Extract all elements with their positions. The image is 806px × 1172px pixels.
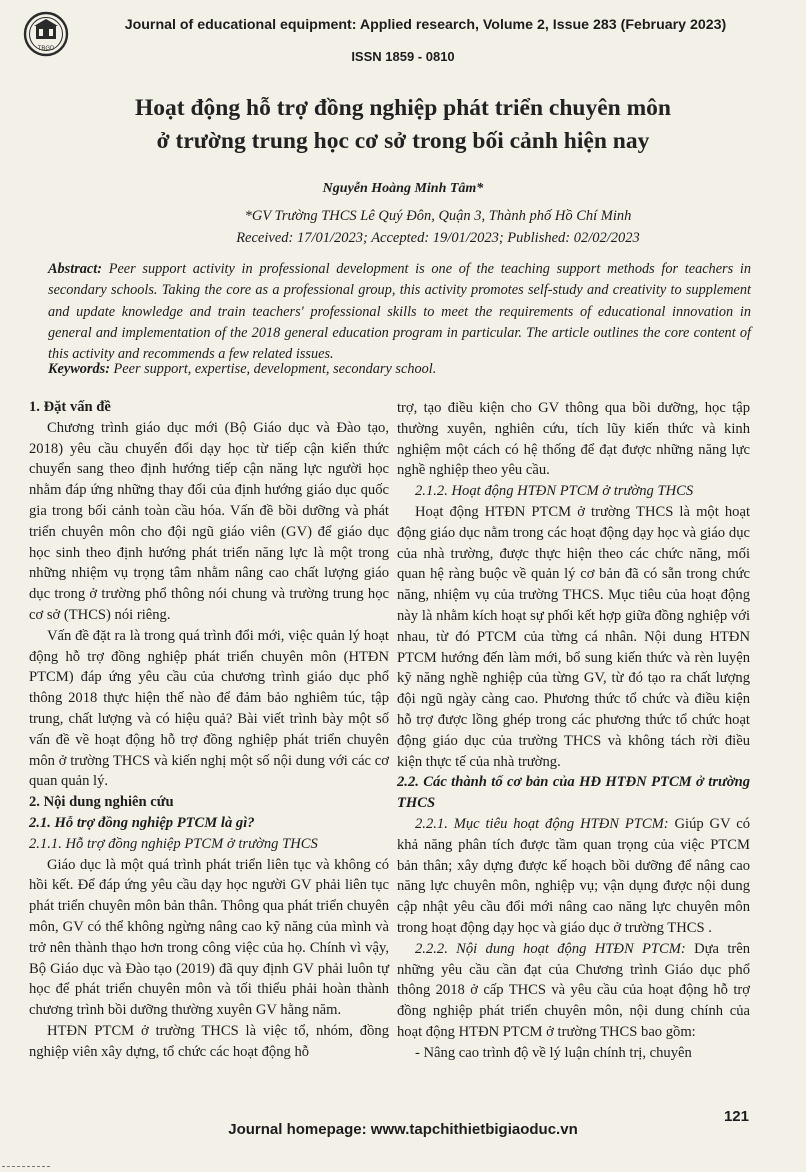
- right-column: [397, 398, 750, 1064]
- journal-homepage: Journal homepage: www.tapchithietbigiaoduc.vn: [228, 1121, 578, 1138]
- paragraph: [397, 814, 750, 939]
- subsection-heading-2-1: 2.1. Hỗ trợ đồng nghiệp PTCM là gì?: [29, 814, 255, 831]
- section-heading-2: 2. Nội dung nghiên cứu: [29, 794, 174, 811]
- dates: Received: 17/01/2023; Accepted: 19/01/2023; Published: 02/02/2023: [236, 230, 640, 246]
- paragraph-text: Giúp GV có khả năng phân tích được tầm quan trọng của việc PTCM bản thân; xây dựng được kế hoạch bồi dưỡng để nâng cao năng lực chuyên môn, nghiệp vụ; vận dụng được nội dung cập nhật yêu cầu đổi mới nâng cao năng lực chuyên môn trong hoạt động dạy học và giáo dục ở trường THCS .: [397, 815, 750, 936]
- article-meta: [130, 205, 746, 249]
- title-line-2: ở trường trung học cơ sở trong bối cảnh hiện nay: [156, 128, 650, 154]
- issn: ISSN 1859 - 0810: [351, 49, 455, 64]
- title-line-1: Hoạt động hỗ trợ đồng nghiệp phát triển chuyên môn: [135, 95, 671, 121]
- paragraph: Giáo dục là một quá trình phát triển liên tục và không có hồi kết. Để đáp ứng yêu cầu dạy học người GV phải liên tục phát triển chuyên môn bản thân. Thông qua phát triển chuyên môn, GV có thể không ngừng nâng cao kỹ năng của mình và trở nên thành thạo hơn trong công việc của họ. Chính vì vậy, Bộ Giáo dục và Đào tạo (2019) đã quy định GV phải luôn tự học để phát triển chuyên môn và tối thiểu phải hoàn thành chương trình bồi dưỡng thường xuyên GV hằng năm.: [29, 856, 389, 1019]
- abstract: [48, 259, 751, 365]
- section-heading-1: 1. Đặt vấn đề: [29, 399, 111, 415]
- paragraph: Vấn đề đặt ra là trong quá trình đổi mới, việc quản lý hoạt động hỗ trợ đồng nghiệp phát triển chuyên môn (HTĐN PTCM) đáp ứng yêu cầu của chương trình giáo dục phổ thông 2018 thực hiện thế nào để đảm bảo nghiêm túc, tập trung, chất lượng và có hiệu quả? Bài viết trình bày một số vấn đề về hoạt động hỗ trợ đồng nghiệp phát triển chuyên môn ở trường THCS và kiến nghị một số nội dung với các cơ quan quản lý.: [29, 627, 389, 790]
- inline-heading-2-2-2: 2.2.2. Nội dung hoạt động HTĐN PTCM:: [415, 940, 686, 957]
- paragraph: [397, 939, 750, 1043]
- svg-text:TBGD: TBGD: [37, 46, 55, 52]
- keywords-label: Keywords:: [48, 361, 110, 377]
- keywords: [48, 361, 751, 378]
- inline-heading-2-2-1: 2.2.1. Mục tiêu hoạt động HTĐN PTCM:: [415, 815, 669, 832]
- crop-mark: [2, 1166, 50, 1167]
- subsection-heading-2-2: 2.2. Các thành tố cơ bản của HĐ HTĐN PTCM ở trường THCS: [397, 774, 750, 812]
- page-number: 121: [723, 1108, 749, 1125]
- paragraph: - Nâng cao trình độ về lý luận chính trị, chuyên: [415, 1044, 692, 1061]
- subsection-heading-2-1-2: 2.1.2. Hoạt động HTĐN PTCM ở trường THCS: [415, 483, 694, 500]
- left-column: [29, 397, 389, 1063]
- article-title: [40, 92, 766, 158]
- abstract-text: Peer support activity in professional development is one of the teaching support methods for teachers in secondary schools. Taking the core as a professional group, this activity promotes self-study and creativity to supplement and update knowledge and train teachers' professional skills to meet the requirements of educational innovation in general and implementation of the 2018 general education program in particular. The article outlines the core content of this activity and recommends a few related issues.: [48, 261, 751, 363]
- paragraph: HTĐN PTCM ở trường THCS là việc tổ, nhóm, đồng nghiệp viên xây dựng, tổ chức các hoạt động hỗ: [29, 1022, 389, 1060]
- abstract-label: Abstract:: [48, 261, 103, 277]
- keywords-text: Peer support, expertise, development, secondary school.: [113, 361, 437, 377]
- paragraph-text: Dựa trên những yêu cầu cần đạt của Chương trình Giáo dục phổ thông 2018 ở cấp THCS và yêu cầu của hoạt động hỗ trợ đồng nghiệp phát triển chuyên môn, nội dung chính của hoạt động HTĐN PTCM ở trường THCS bao gồm:: [397, 940, 751, 1040]
- paragraph: Hoạt động HTĐN PTCM ở trường THCS là một hoạt động giáo dục nằm trong các hoạt động dạy học và giáo dục của nhà trường, được thực hiện theo các chức năng, mối quan hệ ràng buộc về quản lý cơ bản đã có sẵn trong chức năng, nhiệm vụ của trường THCS. Mục tiêu của hoạt động này là nhằm kích hoạt sự phối kết hợp giữa đồng nghiệp với nhau, từ đó PTCM của từng cá nhân. Nội dung HTĐN PTCM hướng đến làm mới, bổ sung kiến thức và rèn luyện kỹ năng nghề nghiệp của từng GV, từ đó tạo ra chất lượng đội ngũ ngày càng cao. Phương thức tổ chức và điều kiện hỗ trợ được lồng ghép trong các phương thức tổ chức hoạt động giáo dục của trường THCS và không tách rời điều kiện thực tế của nhà trường.: [397, 503, 750, 770]
- author: Nguyễn Hoàng Minh Tâm*: [322, 181, 484, 196]
- affiliation: *GV Trường THCS Lê Quý Đôn, Quận 3, Thành phố Hồ Chí Minh: [244, 208, 632, 224]
- paragraph: Chương trình giáo dục mới (Bộ Giáo dục và Đào tạo, 2018) yêu cầu chuyển đổi dạy học từ tiếp cận kiến thức chuyển sang theo định hướng tiếp cận năng lực người học nhằm đáp ứng những thay đổi của định hướng giáo dục quốc gia trong bối cảnh toàn cầu hóa. Vấn đề bồi dưỡng và phát triển chuyên môn cho đội ngũ giáo viên (GV) để giáo dục học sinh theo định hướng phát triển năng lực là một trong những nhiệm vụ trọng tâm nhằm nâng cao chất lượng giáo dục trong ở trường phổ thông nói chung và trường trung học cơ sở (THCS) nói riêng.: [29, 419, 389, 623]
- paragraph: trợ, tạo điều kiện cho GV thông qua bồi dưỡng, học tập thường xuyên, nghiên cứu, tích lũy kiến thức và kinh nghiệm một cách có hệ thống để đạt được những năng lực nghề nghiệp theo yêu cầu.: [397, 400, 750, 479]
- subsection-heading-2-1-1: 2.1.1. Hỗ trợ đồng nghiệp PTCM ở trường THCS: [29, 835, 318, 852]
- journal-header: Journal of educational equipment: Applied research, Volume 2, Issue 283 (February 2023): [124, 17, 727, 33]
